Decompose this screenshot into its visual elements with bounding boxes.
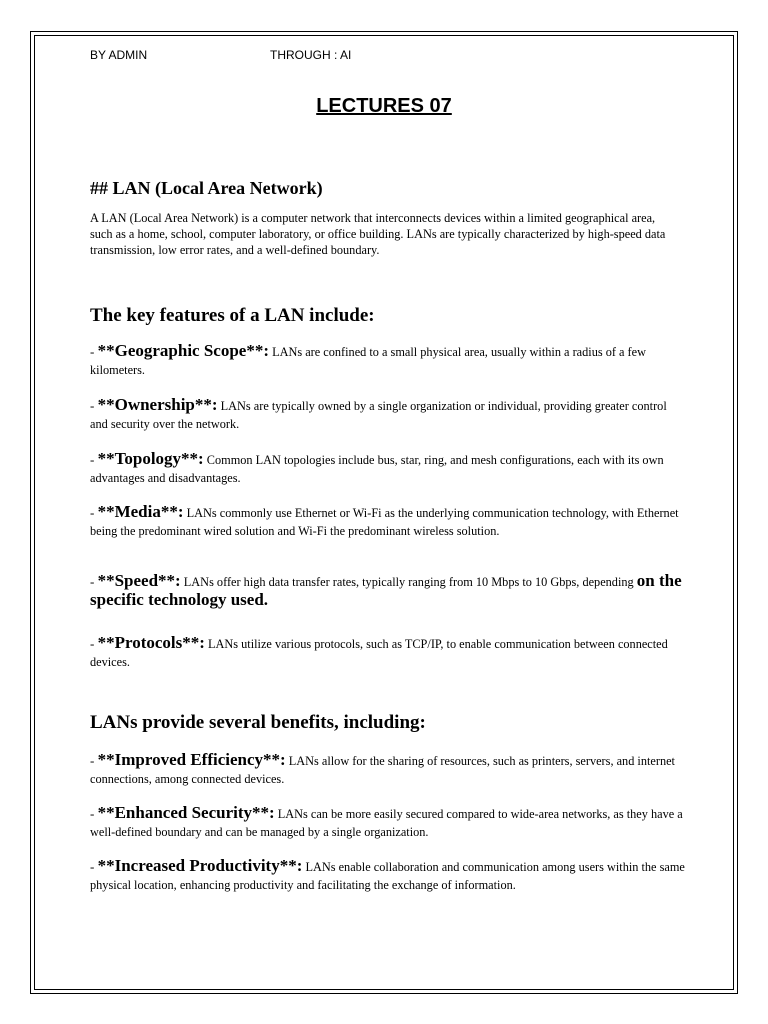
feature-text: LANs offer high data transfer rates, typically ranging from 10 Mbps to 10 Gbps, depending	[180, 575, 637, 589]
feature-item-media	[90, 503, 685, 540]
feature-text: Common LAN topologies include bus, star, ring, and mesh configurations, each with its own advantages and disadvantages.	[90, 453, 664, 485]
bullet-dash: -	[90, 398, 98, 413]
benefit-item-enhanced-security	[90, 804, 685, 841]
feature-term: **Ownership**:	[97, 395, 218, 414]
benefit-text: LANs enable collaboration and communication among users within the same physical location, enhancing productivity and facilitating the exchange of information.	[90, 860, 685, 892]
bullet-dash: -	[90, 753, 98, 768]
feature-text: LANs are confined to a small physical area, usually within a radius of a few kilometers.	[90, 345, 646, 377]
feature-term: **Protocols**:	[97, 633, 205, 652]
benefit-term: **Enhanced Security**:	[97, 803, 275, 822]
benefit-text: LANs can be more easily secured compared to wide-area networks, as they have a well-defined boundary and can be managed by a single organization.	[90, 807, 683, 839]
benefit-term: **Improved Efficiency**:	[97, 750, 286, 769]
author-label: BY ADMIN	[90, 48, 148, 62]
feature-text: LANs commonly use Ethernet or Wi-Fi as the underlying communication technology, with Ethernet being the predominant wired solution and Wi-Fi the predominant wireless solution.	[90, 506, 679, 538]
source-label: THROUGH : AI	[270, 48, 352, 62]
feature-term: **Media**:	[97, 502, 184, 521]
feature-term: **Speed**:	[97, 571, 181, 590]
feature-item-protocols	[90, 634, 685, 671]
bullet-dash: -	[90, 859, 98, 874]
feature-item-topology	[90, 450, 685, 487]
feature-item-ownership	[90, 396, 685, 433]
feature-term: **Topology**:	[97, 449, 204, 468]
benefits-heading: LANs provide several benefits, including:	[90, 712, 426, 733]
lan-heading: ## LAN (Local Area Network)	[90, 178, 323, 198]
benefit-text: LANs allow for the sharing of resources, such as printers, servers, and internet connections, among connected devices.	[90, 754, 675, 786]
feature-text: LANs utilize various protocols, such as TCP/IP, to enable communication between connected devices.	[90, 637, 668, 669]
bullet-dash: -	[90, 505, 98, 520]
bullet-dash: -	[90, 806, 98, 821]
intro-paragraph: A LAN (Local Area Network) is a computer network that interconnects devices within a limited geographical area, such as a home, school, computer laboratory, or office building. LANs are typically characterized by high-speed data transmission, low error rates, and a well-defined boundary.	[90, 211, 666, 257]
bullet-dash: -	[90, 344, 98, 359]
feature-text-emphasis: on the specific technology used.	[90, 571, 682, 609]
bullet-dash: -	[90, 636, 98, 651]
feature-item-geographic-scope	[90, 342, 685, 379]
feature-text: LANs are typically owned by a single organization or individual, providing greater control and security over the network.	[90, 399, 667, 431]
feature-term: **Geographic Scope**:	[97, 341, 269, 360]
feature-item-speed	[90, 572, 685, 610]
benefit-item-increased-productivity	[90, 857, 685, 894]
benefit-term: **Increased Productivity**:	[97, 856, 303, 875]
benefit-item-improved-efficiency	[90, 751, 685, 788]
features-heading: The key features of a LAN include:	[90, 305, 375, 326]
page-title: LECTURES 07	[316, 95, 452, 117]
bullet-dash: -	[90, 574, 98, 589]
bullet-dash: -	[90, 452, 98, 467]
